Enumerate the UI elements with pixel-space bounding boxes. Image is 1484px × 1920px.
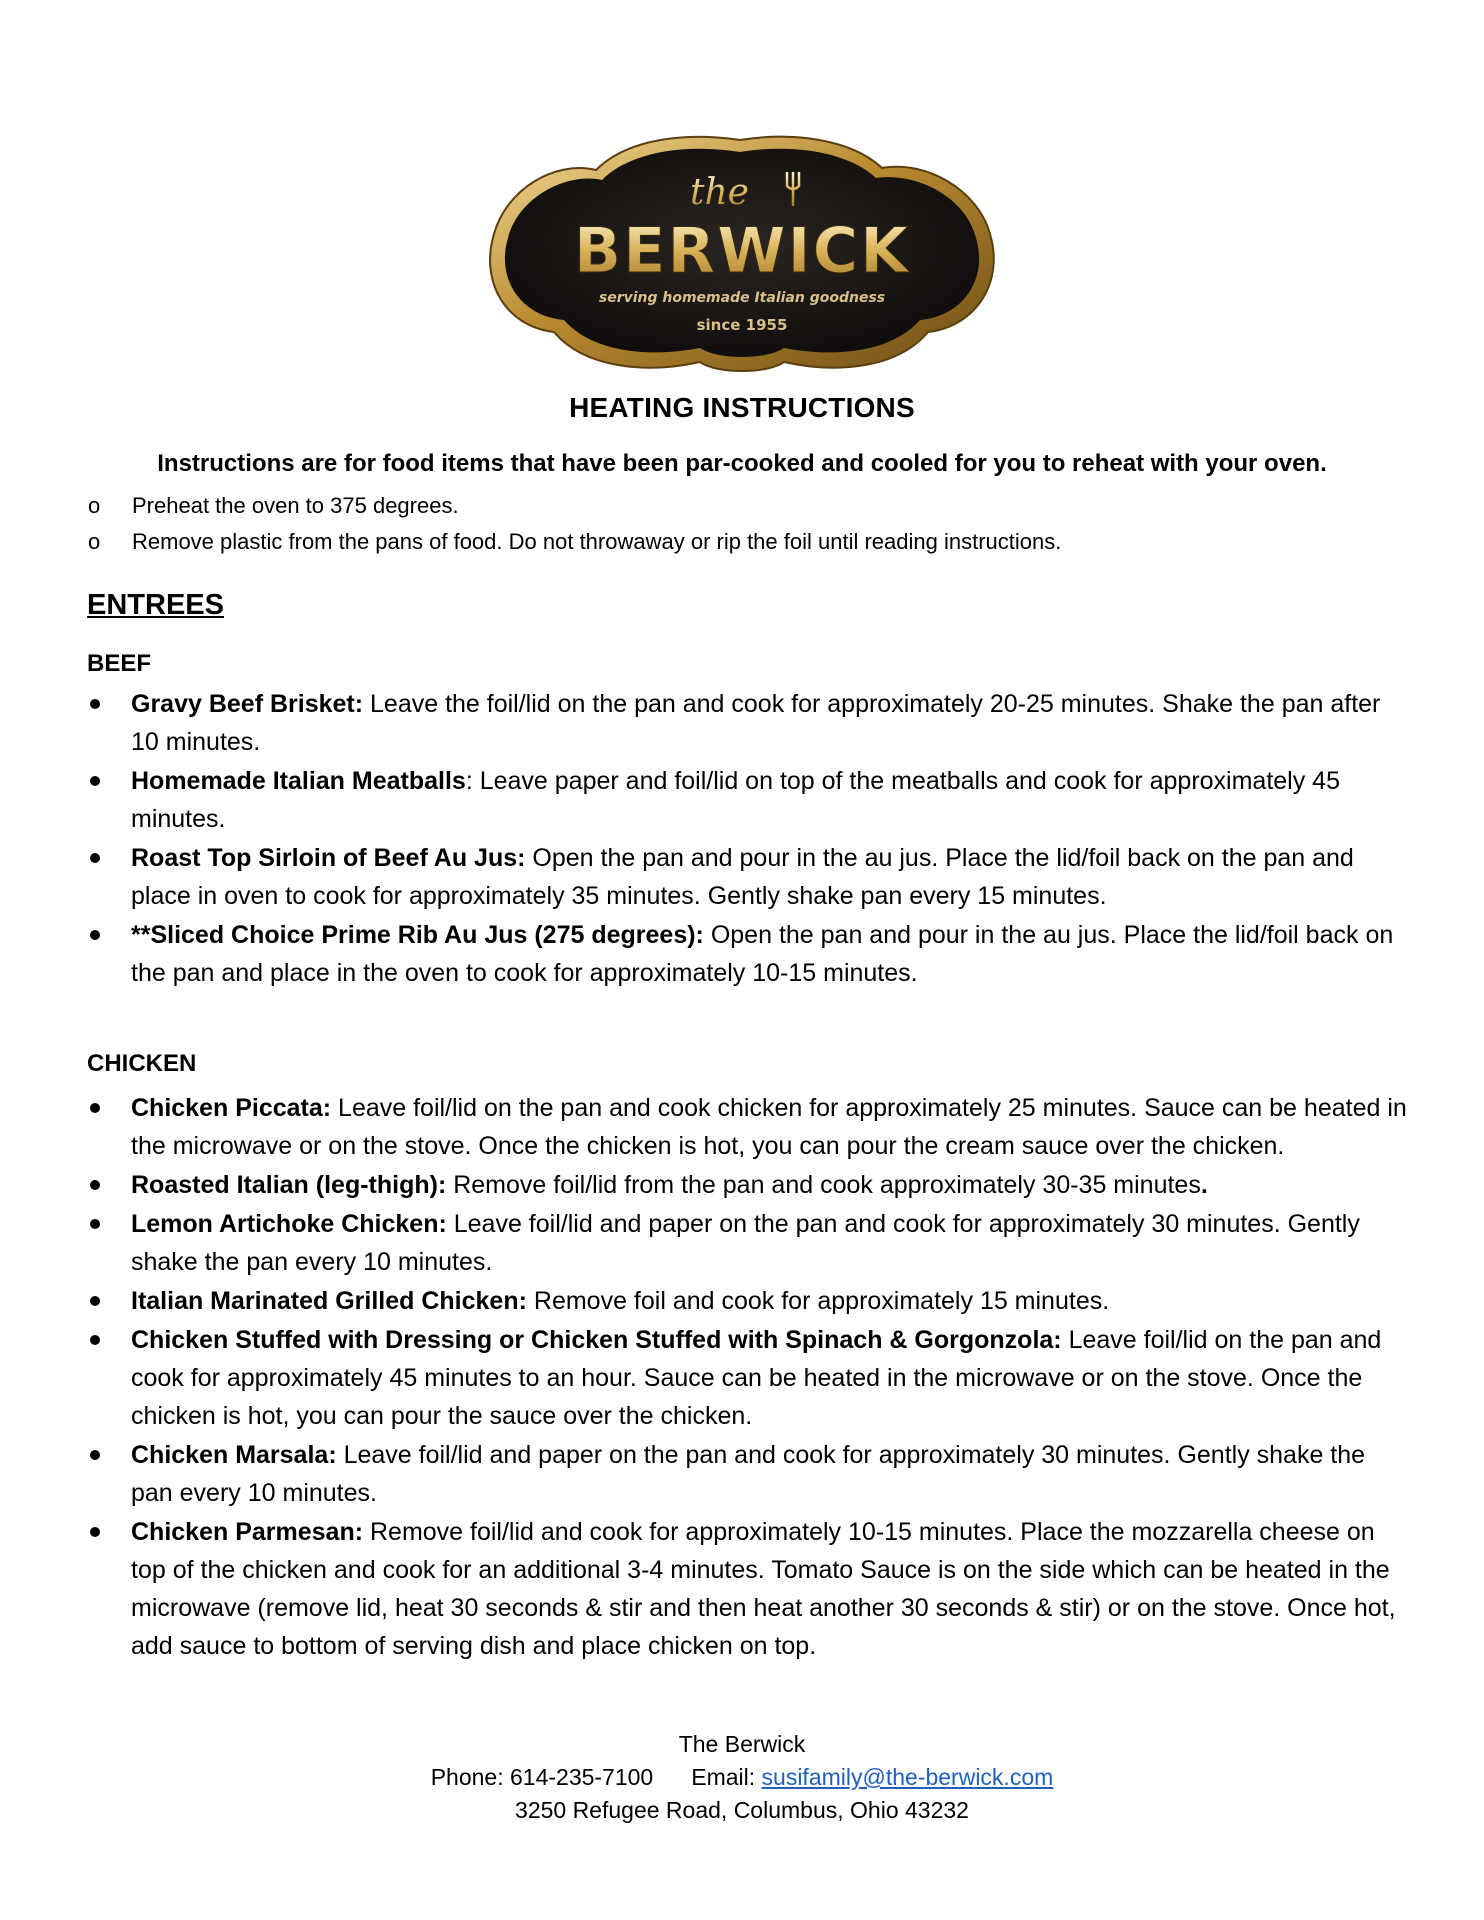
beef-list: [87, 685, 1407, 993]
item-name: Gravy Beef Brisket:: [131, 690, 364, 718]
footer-name: The Berwick: [678, 1731, 806, 1757]
item-text: Leave foil/lid and paper on the pan and cook for approximately 30 minutes. Gently shake the pan every 10 minutes.: [131, 1441, 1366, 1507]
list-item: [87, 839, 1407, 915]
email-link[interactable]: susifamily@the-berwick.com: [761, 1764, 1054, 1790]
logo-brand: BERWICK: [573, 214, 911, 287]
item-text: Leave foil/lid and paper on the pan and cook for approximately 30 minutes. Gently shake the pan every 10 minutes.: [131, 1210, 1360, 1276]
page-title: HEATING INSTRUCTIONS: [569, 392, 915, 423]
footer-phone: Phone: 614-235-7100: [430, 1764, 654, 1790]
page-subtitle: Instructions are for food items that have been par-cooked and cooled for you to reheat with your oven.: [157, 450, 1327, 477]
beef-heading: BEEF: [87, 650, 152, 677]
bullet-icon: [90, 699, 100, 709]
prep-step: [86, 488, 1406, 524]
bullet-icon: [90, 1450, 100, 1460]
chicken-heading: CHICKEN: [87, 1050, 197, 1077]
footer-contact-line: [0, 1761, 1484, 1794]
item-name: Chicken Piccata:: [131, 1094, 332, 1122]
list-item: [87, 1513, 1407, 1665]
item-text: Remove foil/lid and cook for approximately 10-15 minutes. Place the mozzarella cheese on top of the chicken and cook for an additional 3-4 minutes. Tomato Sauce is on the side which can be heated in the microwave (remove lid, heat 30 seconds & stir and then heat another 30 seconds & stir) or on the stove. Once hot, add sauce to bottom of serving dish and place chicken on top.: [131, 1518, 1396, 1660]
chicken-list: [87, 1089, 1407, 1666]
item-text: Open the pan and pour in the au jus. Place the lid/foil back on the pan and place in the oven to cook for approximately 10-15 minutes.: [131, 921, 1394, 987]
prep-steps-list: [86, 488, 1406, 560]
item-name: Italian Marinated Grilled Chicken:: [131, 1287, 527, 1315]
logo-since: since 1955: [696, 316, 788, 334]
prep-step-text: Remove plastic from the pans of food. Do not throwaway or rip the foil until reading instructions.: [132, 529, 1062, 554]
list-item: [87, 1089, 1407, 1165]
prep-step: [86, 524, 1406, 560]
bullet-icon: [90, 1180, 100, 1190]
list-item: [87, 685, 1407, 761]
list-item: [87, 1282, 1407, 1320]
footer: [0, 1728, 1484, 1827]
bullet-icon: [90, 853, 100, 863]
footer-address: 3250 Refugee Road, Columbus, Ohio 43232: [515, 1797, 969, 1823]
item-text: Leave foil/lid on the pan and cook for approximately 45 minutes to an hour. Sauce can be heated in the microwave or on the stove. Once the chicken is hot, you can pour the sauce over the chicken.: [131, 1326, 1382, 1430]
item-text: Remove foil and cook for approximately 15 minutes.: [526, 1287, 1110, 1315]
bullet-icon: [90, 1527, 100, 1537]
bullet-icon: [90, 1103, 100, 1113]
item-name: Chicken Marsala:: [131, 1441, 337, 1469]
item-name: Roasted Italian (leg-thigh):: [131, 1171, 447, 1199]
item-text: Leave foil/lid on the pan and cook chicken for approximately 25 minutes. Sauce can be heated in the microwave or on the stove. Once the chicken is hot, you can pour the cream sauce over the chicken.: [131, 1094, 1407, 1160]
logo-tagline: serving homemade Italian goodness: [598, 290, 886, 306]
berwick-logo: [478, 130, 1006, 376]
item-text: Leave the foil/lid on the pan and cook for approximately 20-25 minutes. Shake the pan after 10 minutes.: [131, 690, 1381, 756]
bullet-icon: [90, 930, 100, 940]
bullet-icon: [90, 1296, 100, 1306]
list-item: [87, 1321, 1407, 1435]
item-name: Chicken Parmesan:: [131, 1518, 364, 1546]
item-name: **Sliced Choice Prime Rib Au Jus (275 degrees):: [131, 921, 704, 949]
circle-marker: o: [88, 493, 101, 518]
item-text: Remove foil/lid from the pan and cook approximately 30-35 minutes: [446, 1171, 1201, 1199]
item-name: Roast Top Sirloin of Beef Au Jus:: [131, 844, 526, 872]
footer-email-label: Email:: [691, 1764, 762, 1790]
bullet-icon: [90, 1219, 100, 1229]
item-name: Lemon Artichoke Chicken:: [131, 1210, 447, 1238]
prep-step-text: Preheat the oven to 375 degrees.: [132, 493, 459, 518]
entrees-heading: ENTREES: [87, 589, 224, 621]
circle-marker: o: [88, 529, 101, 554]
list-item: [87, 762, 1407, 838]
list-item: [87, 1205, 1407, 1281]
list-item: [87, 1166, 1407, 1204]
list-item: [87, 916, 1407, 992]
item-name: Homemade Italian Meatballs: [131, 767, 466, 795]
item-tail: .: [1200, 1171, 1208, 1199]
item-text: : Leave paper and foil/lid on top of the meatballs and cook for approximately 45 minutes.: [131, 767, 1340, 833]
bullet-icon: [90, 1335, 100, 1345]
list-item: [87, 1436, 1407, 1512]
logo-small-word: the: [690, 172, 749, 213]
item-name: Chicken Stuffed with Dressing or Chicken Stuffed with Spinach & Gorgonzola:: [131, 1326, 1062, 1354]
bullet-icon: [90, 776, 100, 786]
item-text: Open the pan and pour in the au jus. Place the lid/foil back on the pan and place in oven to cook for approximately 35 minutes. Gently shake pan every 15 minutes.: [131, 844, 1354, 910]
